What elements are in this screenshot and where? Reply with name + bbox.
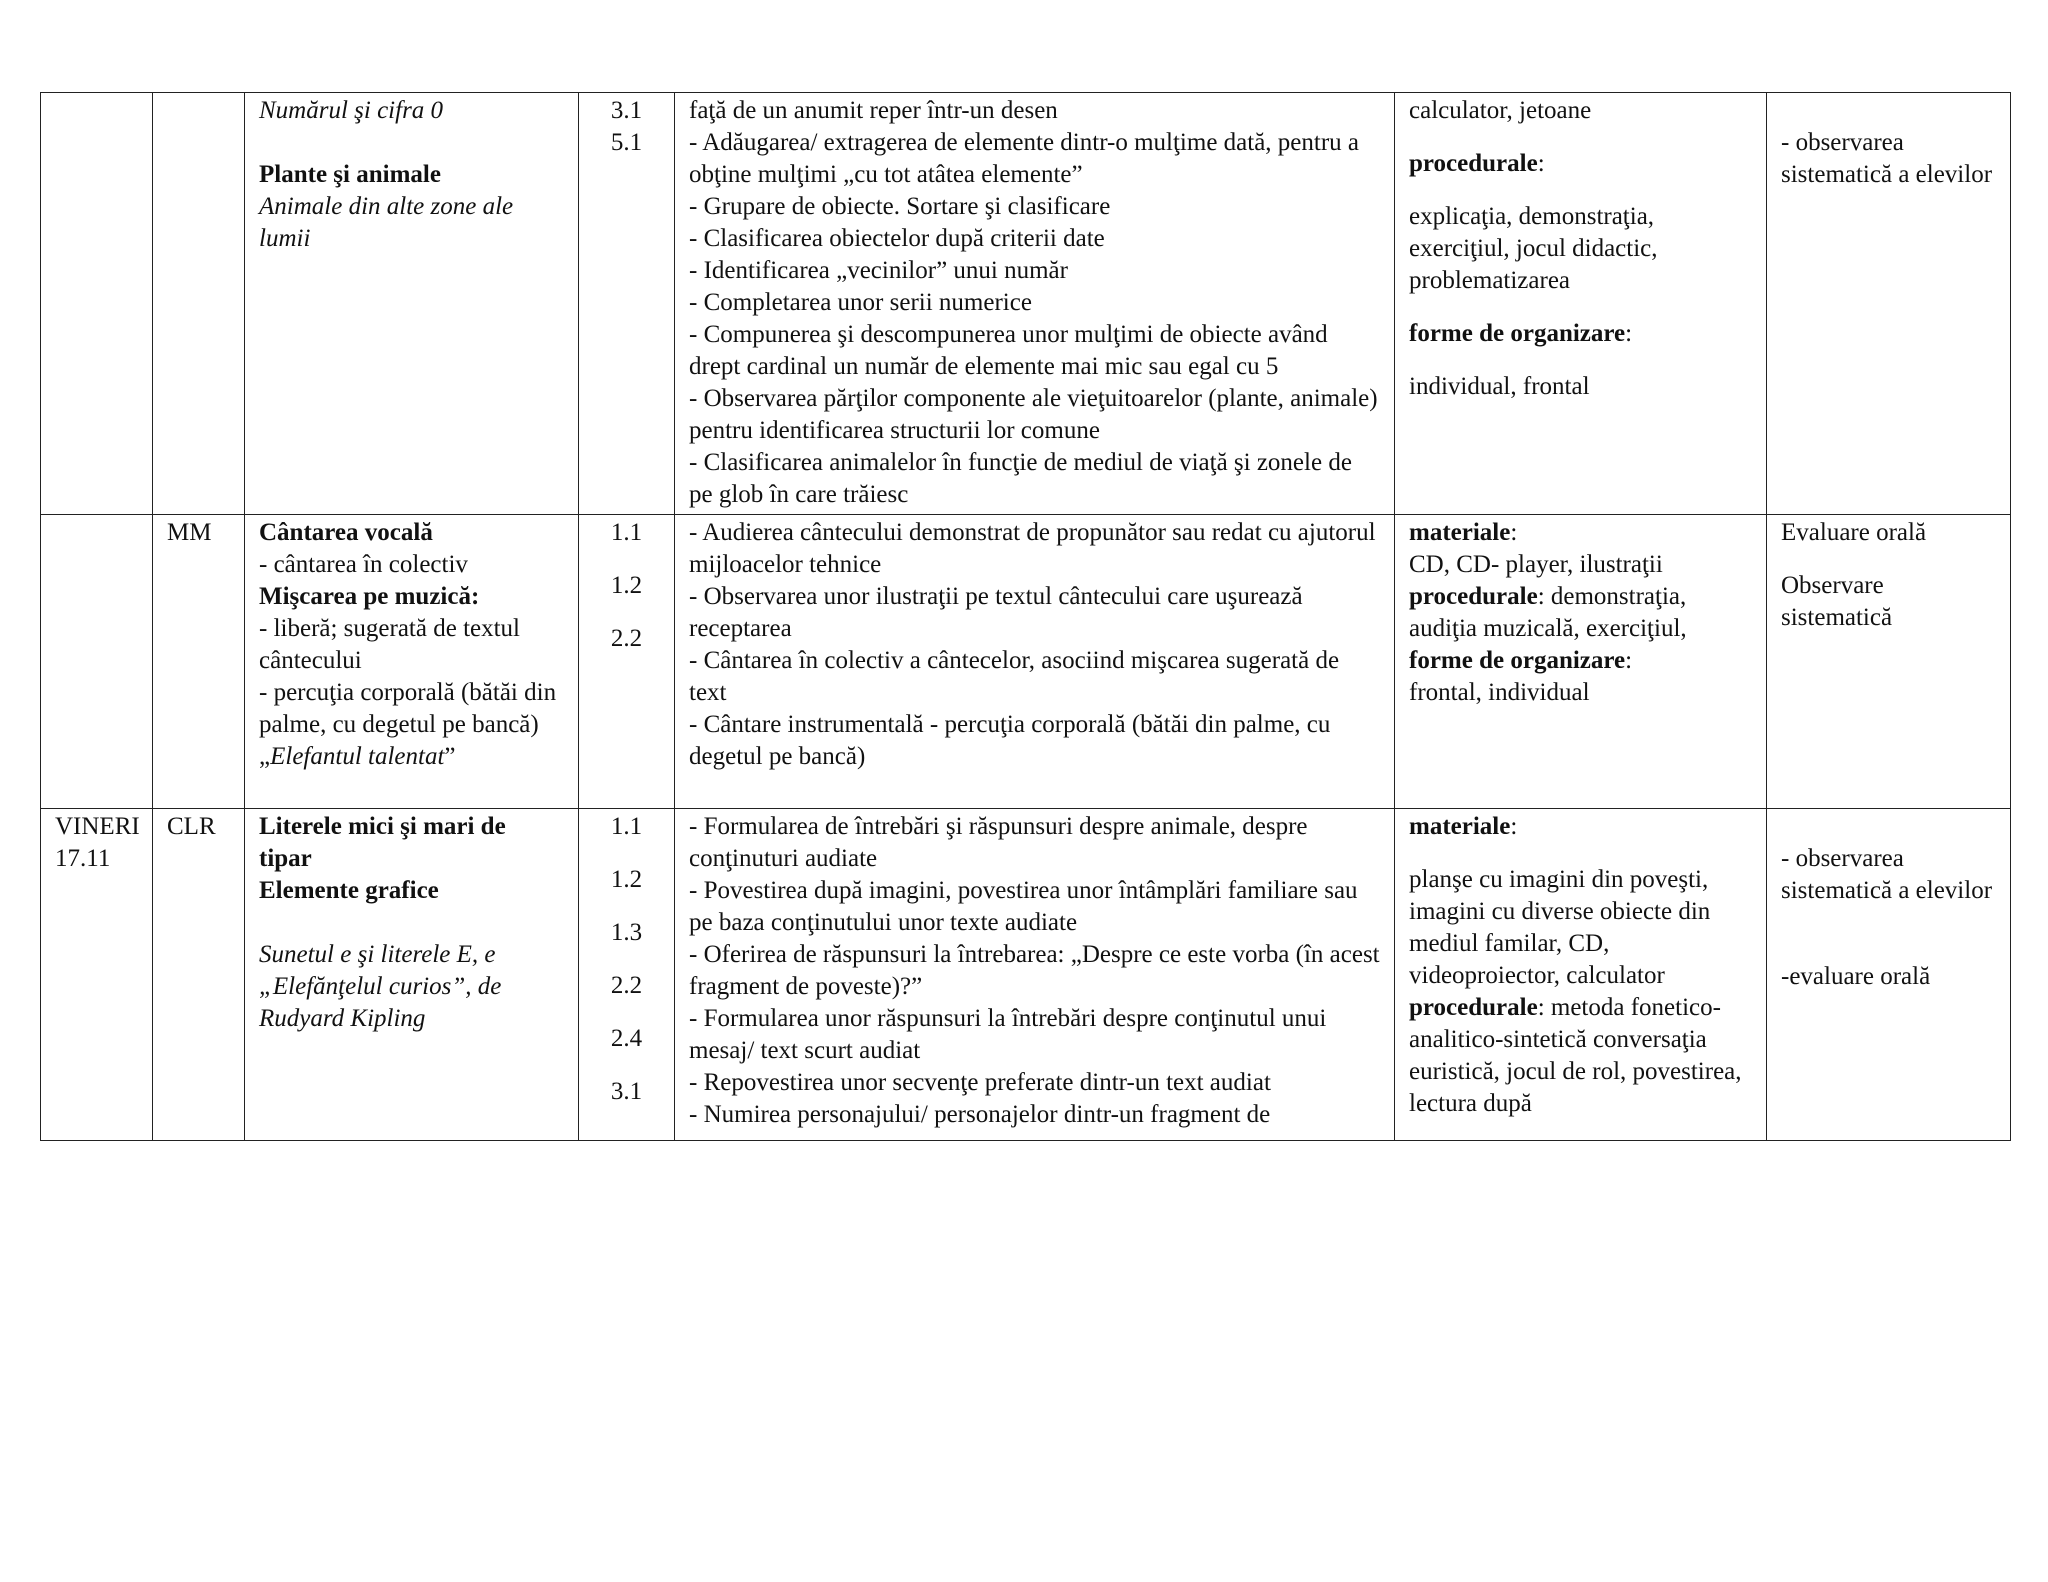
evaluation-item: Observare sistematică [1781, 572, 1893, 631]
activity-item: - Observarea părţilor componente ale vieţuitoarelor (plante, animale) pentru identificarea structurii lor comune [689, 385, 1378, 444]
activity-item: - Oferirea de răspunsuri la întrebarea: „Despre ce este vorba (în acest fragment de poveste)?” [689, 941, 1380, 1000]
activity-item: - Formularea unor răspunsuri la întrebări despre conţinutul unui mesaj/ text scurt audiat [689, 1005, 1327, 1064]
content-cell [245, 809, 579, 1141]
table-row [41, 515, 2011, 809]
day-cell [41, 515, 153, 809]
procedural-label: procedurale [1409, 150, 1538, 177]
organization-label: forme de organizare [1409, 647, 1626, 674]
content-heading: Elemente grafice [259, 877, 439, 904]
competency-code: 5.1 [610, 129, 643, 156]
song-title: „Elefantul talentat” [259, 743, 456, 770]
competency-code: 3.1 [610, 1078, 643, 1105]
competency-code: 1.2 [610, 572, 643, 599]
competency-code: 2.4 [610, 1025, 643, 1052]
procedural-text: metoda fonetico-analitico-sintetică conversaţia euristică, jocul de rol, povestirea, lectura după [1409, 994, 1742, 1117]
procedural-label: procedurale [1409, 583, 1538, 610]
table-row [41, 809, 2011, 1141]
activities-cell [675, 93, 1395, 515]
evaluation-cell [1767, 809, 2011, 1141]
activity-item: - Identificarea „vecinilor” unui număr [689, 257, 1068, 284]
activity-item: - Clasificarea obiectelor după criterii date [689, 225, 1105, 252]
activity-item: - Repovestirea unor secvenţe preferate dintr-un text audiat [689, 1069, 1271, 1096]
content-cell [245, 515, 579, 809]
evaluation-item: Evaluare orală [1781, 519, 1927, 546]
activity-item: - Adăugarea/ extragerea de elemente dintr-o mulţime dată, pentru a obţine mulţimi „cu tot atâtea elemente” [689, 129, 1360, 188]
materials-label: materiale [1409, 813, 1511, 840]
evaluation-cell [1767, 93, 2011, 515]
subject-cell: MM [153, 515, 245, 809]
activity-item: - Numirea personajului/ personajelor dintr-un fragment de [689, 1101, 1271, 1128]
content-subtitle: Sunetul e şi literele E, e „Elefănţelul curios”, de Rudyard Kipling [259, 941, 502, 1032]
content-line: - percuţia corporală (bătăi din palme, cu degetul pe bancă) [259, 679, 557, 738]
resources-cell: calculator, jetoane procedurale: explicaţia, demonstraţia, exerciţiul, jocul didactic, problematizarea forme de organizare: individual, frontal [1395, 93, 1767, 515]
competency-code: 1.2 [610, 866, 643, 893]
content-subtitle: Numărul şi cifra 0 [259, 97, 444, 124]
subject-cell [153, 93, 245, 515]
procedural-label: procedurale [1409, 994, 1538, 1021]
organization-label: forme de organizare [1409, 320, 1626, 347]
evaluation-item: -evaluare orală [1781, 963, 1931, 990]
day-cell: VINERI 17.11 [41, 809, 153, 1141]
activity-item: - Cântarea în colectiv a cântecelor, asociind mişcarea sugerată de text [689, 647, 1340, 706]
materials-text: CD, CD- player, ilustraţii [1409, 551, 1663, 578]
competency-code: 1.1 [610, 519, 643, 546]
day-cell [41, 93, 153, 515]
procedural-text: explicaţia, demonstraţia, exerciţiul, jocul didactic, problematizarea [1409, 203, 1658, 294]
evaluation-item: - observarea sistematică a elevilor [1781, 845, 1993, 904]
activities-cell [675, 809, 1395, 1141]
content-cell [245, 93, 579, 515]
table-row [41, 93, 2011, 515]
content-heading: Plante şi animale [259, 161, 441, 188]
resources-cell: materiale: CD, CD- player, ilustraţii procedurale: demonstraţia, audiţia muzicală, exerciţiul, forme de organizare: frontal, individual [1395, 515, 1767, 809]
competencies-cell [579, 515, 675, 809]
content-line: - liberă; sugerată de textul cântecului [259, 615, 520, 674]
activity-item: - Formularea de întrebări şi răspunsuri despre animale, despre conţinuturi audiate [689, 813, 1308, 872]
competency-code: 2.2 [610, 625, 643, 652]
activity-item: - Clasificarea animalelor în funcţie de mediul de viaţă şi zonele de pe glob în care trăiesc [689, 449, 1352, 508]
materials-label: materiale [1409, 519, 1511, 546]
organization-text: frontal, individual [1409, 679, 1590, 706]
materials-text: planşe cu imagini din poveşti, imagini cu diverse obiecte din mediul familar, CD, videoproiector, calculator [1409, 866, 1711, 989]
organization-text: individual, frontal [1409, 373, 1590, 400]
content-line: - cântarea în colectiv [259, 551, 468, 578]
content-heading: Mişcarea pe muzică: [259, 583, 480, 610]
competencies-cell [579, 809, 675, 1141]
activity-item: - Audierea cântecului demonstrat de propunător sau redat cu ajutorul mijloacelor tehnice [689, 519, 1376, 578]
activity-item: - Observarea unor ilustraţii pe textul cântecului care uşurează receptarea [689, 583, 1303, 642]
materials-text: calculator, jetoane [1409, 97, 1592, 124]
activity-item: - Grupare de obiecte. Sortare şi clasificare [689, 193, 1111, 220]
resources-cell: materiale: planşe cu imagini din poveşti, imagini cu diverse obiecte din mediul familar, CD, videoproiector, calculator procedurale: metoda fonetico-analitico-sintetică conversaţia euristică, jocul de rol, povestirea, lectura după [1395, 809, 1767, 1141]
competency-code: 2.2 [610, 972, 643, 999]
evaluation-item: - observarea sistematică a elevilor [1781, 129, 1993, 188]
competency-code: 1.1 [610, 813, 643, 840]
content-heading: Literele mici şi mari de tipar [259, 813, 506, 872]
evaluation-cell [1767, 515, 2011, 809]
procedural-text: demonstraţia, audiţia muzicală, exerciţiul, [1409, 583, 1687, 642]
subject-cell: CLR [153, 809, 245, 1141]
competency-code: 1.3 [610, 919, 643, 946]
activity-item: - Completarea unor serii numerice [689, 289, 1032, 316]
activity-item: - Cântare instrumentală - percuţia corporală (bătăi din palme, cu degetul pe bancă) [689, 711, 1331, 770]
competencies-cell [579, 93, 675, 515]
content-heading: Cântarea vocală [259, 519, 433, 546]
content-subtitle: Animale din alte zone ale lumii [259, 193, 514, 252]
activity-item: - Povestirea după imagini, povestirea unor întâmplări familiare sau pe baza conţinutului unor texte audiate [689, 877, 1358, 936]
activity-item: faţă de un anumit reper într-un desen [689, 97, 1058, 124]
lesson-plan-table [40, 92, 2011, 1141]
competency-code: 3.1 [610, 97, 643, 124]
activities-cell [675, 515, 1395, 809]
activity-item: - Compunerea şi descompunerea unor mulţimi de obiecte având drept cardinal un număr de elemente mai mic sau egal cu 5 [689, 321, 1328, 380]
